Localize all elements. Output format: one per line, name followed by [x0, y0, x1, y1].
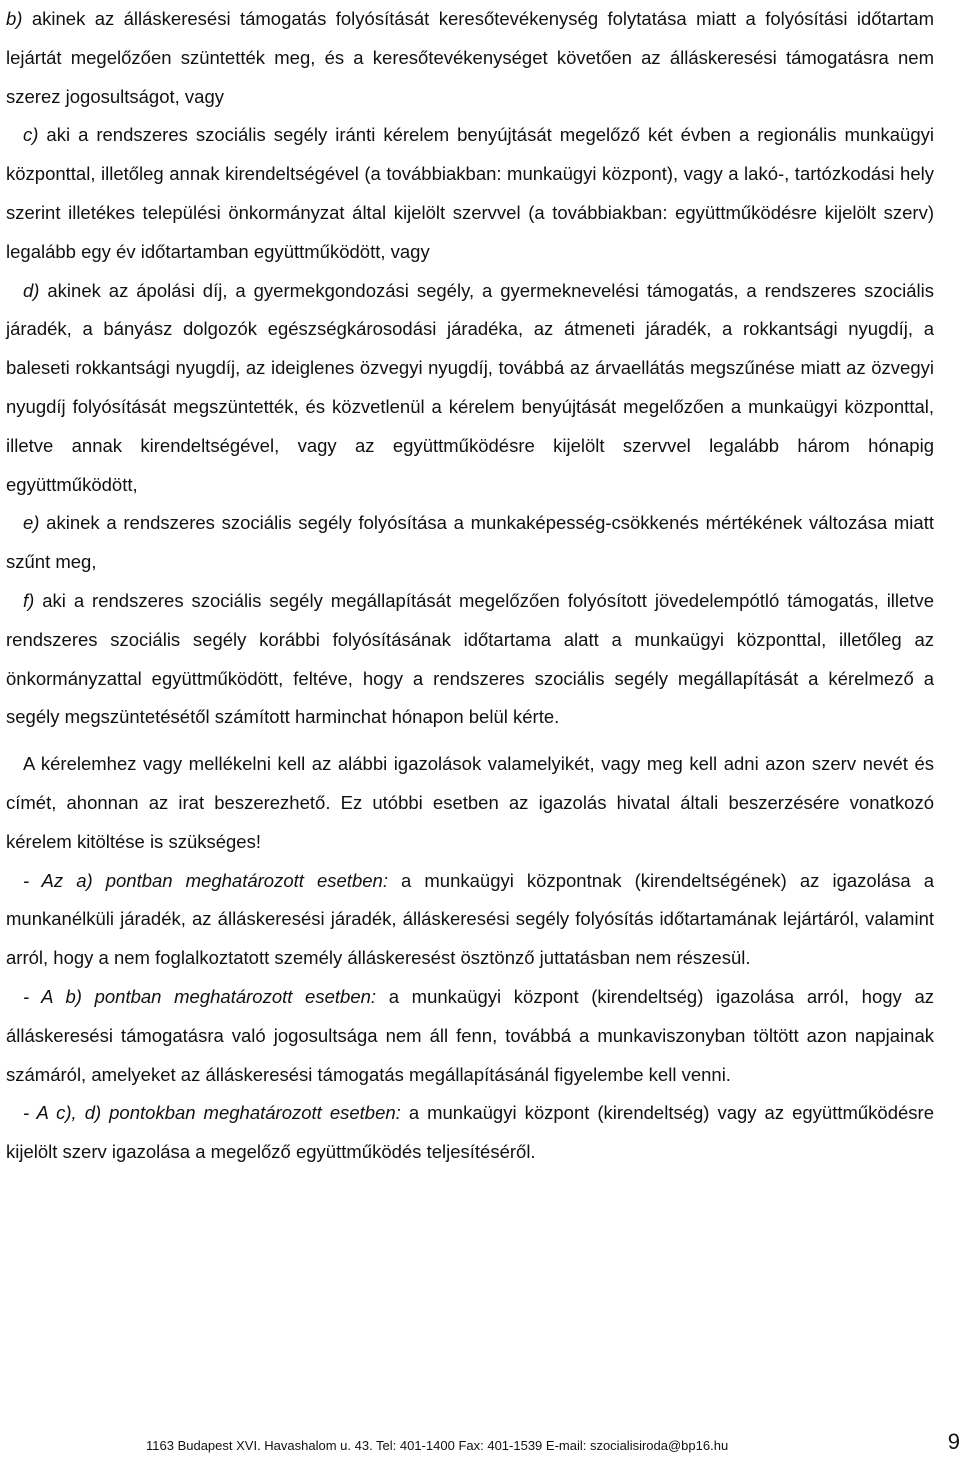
paragraph-text: a munkaügyi központ (kirendeltség) vagy az együttműködésre kijelölt szerv igazolása a megelőző együttműködés teljesítéséről. — [6, 1102, 934, 1163]
item-letter: f) — [23, 589, 35, 611]
paragraph-f — [6, 582, 934, 737]
paragraph-text: A kérelemhez vagy mellékelni kell az alábbi igazolások valamelyikét, vagy meg kell adni azon szerv nevét és címét, ahonnan az irat beszerezhető. Ez utóbbi esetben az igazolás hivatal általi beszerzésére vonatkozó kérelem kitöltése is szükséges! — [6, 753, 934, 852]
paragraph-intro — [6, 745, 934, 861]
paragraph-text: akinek az ápolási díj, a gyermekgondozási segély, a gyermeknevelési támogatás, a rendszeres szociális járadék, a bányász dolgozók egészségkárosodási járadéka, az átmeneti járadék, a rokkantsági nyugdíj, a baleseti rokkantsági nyugdíj, az ideiglenes özvegyi nyugdíj, továbbá az árvaellátás megszűnése miatt az özvegyi nyugdíj folyósítását megszüntették, és közvetlenül a kérelem benyújtását megelőzően a munkaügyi központtal, illetve annak kirendeltségével, vagy az együttműködésre kijelölt szervvel legalább három hónapig együttműködött, — [6, 279, 934, 495]
item-letter: e) — [23, 512, 40, 534]
item-letter: d) — [23, 279, 40, 301]
paragraph-case-cd — [6, 1094, 934, 1172]
item-letter: b) — [6, 8, 23, 29]
paragraph-text: aki a rendszeres szociális segély megállapítását megelőzően folyósított jövedelempótló támogatás, illetve rendszeres szociális segély korábbi folyósításának időtartama alatt a munkaügyi központtal, illetőleg az önkormányzattal együttműködött, feltéve, hogy a rendszeres szociális segély megállapítását a kérelmező a segély megszüntetésétől számított harminchat hónapon belül kérte. — [6, 589, 934, 728]
paragraph-case-a — [6, 862, 934, 978]
paragraph-case-b — [6, 978, 934, 1094]
page-number: 9 — [947, 1429, 960, 1454]
paragraph-e — [6, 504, 934, 582]
paragraph-c — [6, 116, 934, 271]
case-heading: - A b) pontban meghatározott esetben: — [23, 985, 377, 1007]
paragraph-b — [6, 0, 934, 116]
paragraph-d — [6, 272, 934, 505]
case-heading: - A c), d) pontokban meghatározott esetben: — [23, 1102, 401, 1124]
paragraph-text: akinek a rendszeres szociális segély folyósítása a munkaképesség-csökkenés mértékének változása miatt szűnt meg, — [6, 512, 934, 573]
paragraph-text: akinek az álláskeresési támogatás folyósítását keresőtevékenység folytatása miatt a folyósítási időtartam lejártát megelőzően szüntették meg, és a keresőtevékenységet követően az álláskeresési támogatásra nem szerez jogosultságot, vagy — [6, 8, 934, 107]
body-text — [6, 0, 934, 1172]
page-footer: 1163 Budapest XVI. Havashalom u. 43. Tel: 401-1400 Fax: 401-1539 E-mail: szocialisiroda@bp16.hu — [146, 1438, 729, 1453]
item-letter: c) — [23, 124, 39, 146]
paragraph-text: a munkaügyi központ (kirendeltség) igazolása arról, hogy az álláskeresési támogatásra való jogosultsága nem áll fenn, továbbá a munkaviszonyban töltött azon napjainak számáról, amelyeket az álláskeresési támogatás megállapításánál figyelembe kell venni. — [6, 985, 934, 1085]
paragraph-text: aki a rendszeres szociális segély iránti kérelem benyújtását megelőző két évben a regionális munkaügyi központtal, illetőleg annak kirendeltségével (a továbbiakban: munkaügyi központ), vagy a lakó-, tartózkodási hely szerint illetékes települési önkormányzat által kijelölt szervvel (a továbbiakban: együttműködésre kijelölt szerv) legalább egy év időtartamban együttműködött, vagy — [6, 124, 934, 262]
paragraph-text: a munkaügyi központnak (kirendeltségének) az igazolása a munkanélküli járadék, az álláskeresési járadék, álláskeresési segély folyósítás időtartamának lejártáról, valamint arról, hogy a nem foglalkoztatott személy álláskeresést ösztönző juttatásban nem részesül. — [6, 869, 934, 969]
case-heading: - Az a) pontban meghatározott esetben: — [23, 869, 388, 891]
